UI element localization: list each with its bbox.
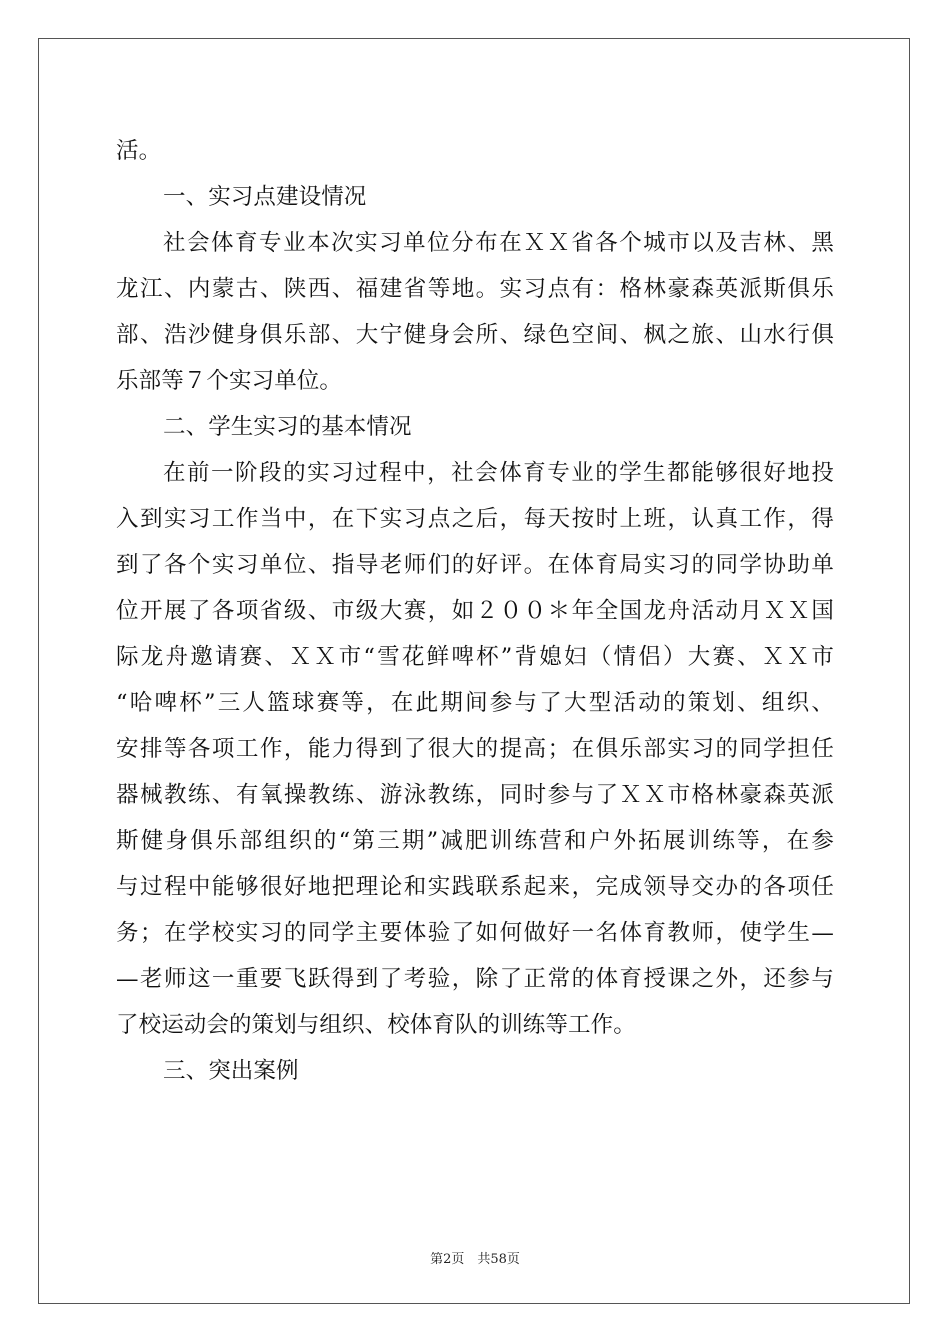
text-line: “哈啤杯”三人篮球赛等，在此期间参与了大型活动的策划、组织、 (116, 690, 834, 716)
text-line: 安排等各项工作，能力得到了很大的提高；在俱乐部实习的同学担任 (116, 736, 834, 762)
text-line: 器械教练、有氧操教练、游泳教练，同时参与了ＸＸ市格林豪森英派 (116, 782, 834, 808)
section-heading: 三、突出案例 (163, 1058, 299, 1084)
text-line: 际龙舟邀请赛、ＸＸ市“雪花鲜啤杯”背媳妇（情侣）大赛、ＸＸ市 (116, 644, 834, 670)
text-line: 活。 (116, 138, 162, 164)
text-line: 龙江、内蒙古、陕西、福建省等地。实习点有：格林豪森英派斯俱乐 (116, 276, 834, 302)
text-line: 位开展了各项省级、市级大赛，如２００＊年全国龙舟活动月ＸＸ国 (116, 598, 834, 624)
document-body (116, 128, 834, 1094)
page-number: 第2页 共58页 (430, 1252, 520, 1267)
text-line: 部、浩沙健身俱乐部、大宁健身会所、绿色空间、枫之旅、山水行俱 (116, 322, 834, 348)
text-line: 斯健身俱乐部组织的“第三期”减肥训练营和户外拓展训练等，在参 (116, 828, 834, 854)
text-line: 务；在学校实习的同学主要体验了如何做好一名体育教师，使学生— (116, 920, 834, 946)
text-line: 了校运动会的策划与组织、校体育队的训练等工作。 (116, 1012, 636, 1038)
text-line: 在前一阶段的实习过程中，社会体育专业的学生都能够很好地投 (163, 460, 834, 486)
text-line: 社会体育专业本次实习单位分布在ＸＸ省各个城市以及吉林、黑 (163, 230, 834, 256)
text-line: 乐部等７个实习单位。 (116, 368, 343, 394)
section-heading: 二、学生实习的基本情况 (163, 414, 412, 440)
text-line: —老师这一重要飞跃得到了考验，除了正常的体育授课之外，还参与 (116, 966, 834, 992)
text-line: 入到实习工作当中，在下实习点之后，每天按时上班，认真工作，得 (116, 506, 834, 532)
text-line: 与过程中能够很好地把理论和实践联系起来，完成领导交办的各项任 (116, 874, 834, 900)
section-heading: 一、实习点建设情况 (163, 184, 367, 210)
text-line: 到了各个实习单位、指导老师们的好评。在体育局实习的同学协助单 (116, 552, 834, 578)
